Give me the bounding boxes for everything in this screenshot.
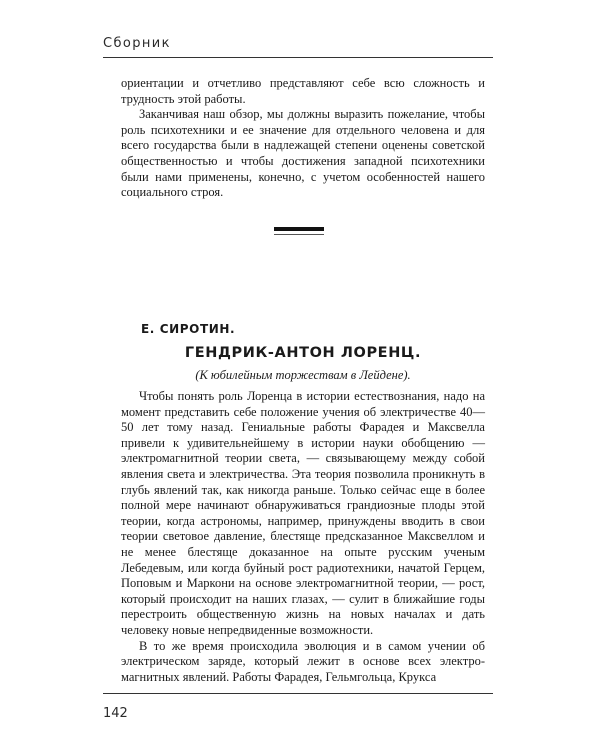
header-rule: [103, 57, 493, 58]
paragraph: Чтобы понять роль Лоренца в истории естествознания, надо на момент представить себе положение учения об электричестве 40—50 лет тому назад. Гениальные работы Фарадея и Максвелла привели к удивительнейшему в истории науки обобщению — электромагнитной теории света, — связывающему между собой явления света и электричества. Эта теория позволила проникнуть в глубь явлений так, как никогда раньше. Только сейчас еще в более полной мере начинают обнаруживаться грандиозные плоды этой теории, когда астрономы, например, принуждены вводить в свои теории световое давление, блестяще предсказанное Максвеллом и не менее блестяще доказанное на опыте русским ученым Лебедевым, или когда буйный рост радиотехники, начатой Герцем, Поповым и Маркони на основе электромагнитной теории, — рост, который происходит на наших глазах, — сулит в ближайшие годы перестроить общественную жизнь на новых началах и дать человеку новые непредвиденные возможности.: [121, 389, 485, 637]
article-title: ГЕНДРИК-АНТОН ЛОРЕНЦ.: [184, 345, 422, 361]
footer-rule: [103, 693, 493, 694]
article-subtitle: (К юбилейным торжествам в Лейдене).: [195, 368, 411, 382]
separator-thick-line: [274, 227, 324, 231]
article-author: Е. СИРОТИН.: [141, 322, 236, 336]
page-number: 142: [103, 706, 128, 721]
separator-thin-line: [274, 234, 324, 235]
paragraph: ориентации и отчетливо представляют себе всю сложность и трудность этой работы.: [121, 76, 485, 106]
paragraph: В то же время происходила эволюция и в самом учении об электрическом заряде, который лежит в основе всех электромагнитных явлений. Работы Фарадея, Гельмгольца, Крукса: [121, 638, 485, 684]
running-head: Сборник: [103, 36, 171, 51]
previous-article-ending: [121, 76, 485, 201]
paragraph: Заканчивая наш обзор, мы должны выразить пожелание, чтобы роль психотехники и ее значение для отдельного человена и для всего государства были в надлежащей степени оценены советской общественностью и чтобы достижения западной психотехники были нами применены, конечно, с учетом особенностей нашего социального строя.: [121, 107, 485, 200]
article-body: [121, 389, 485, 685]
section-separator: [274, 227, 324, 235]
